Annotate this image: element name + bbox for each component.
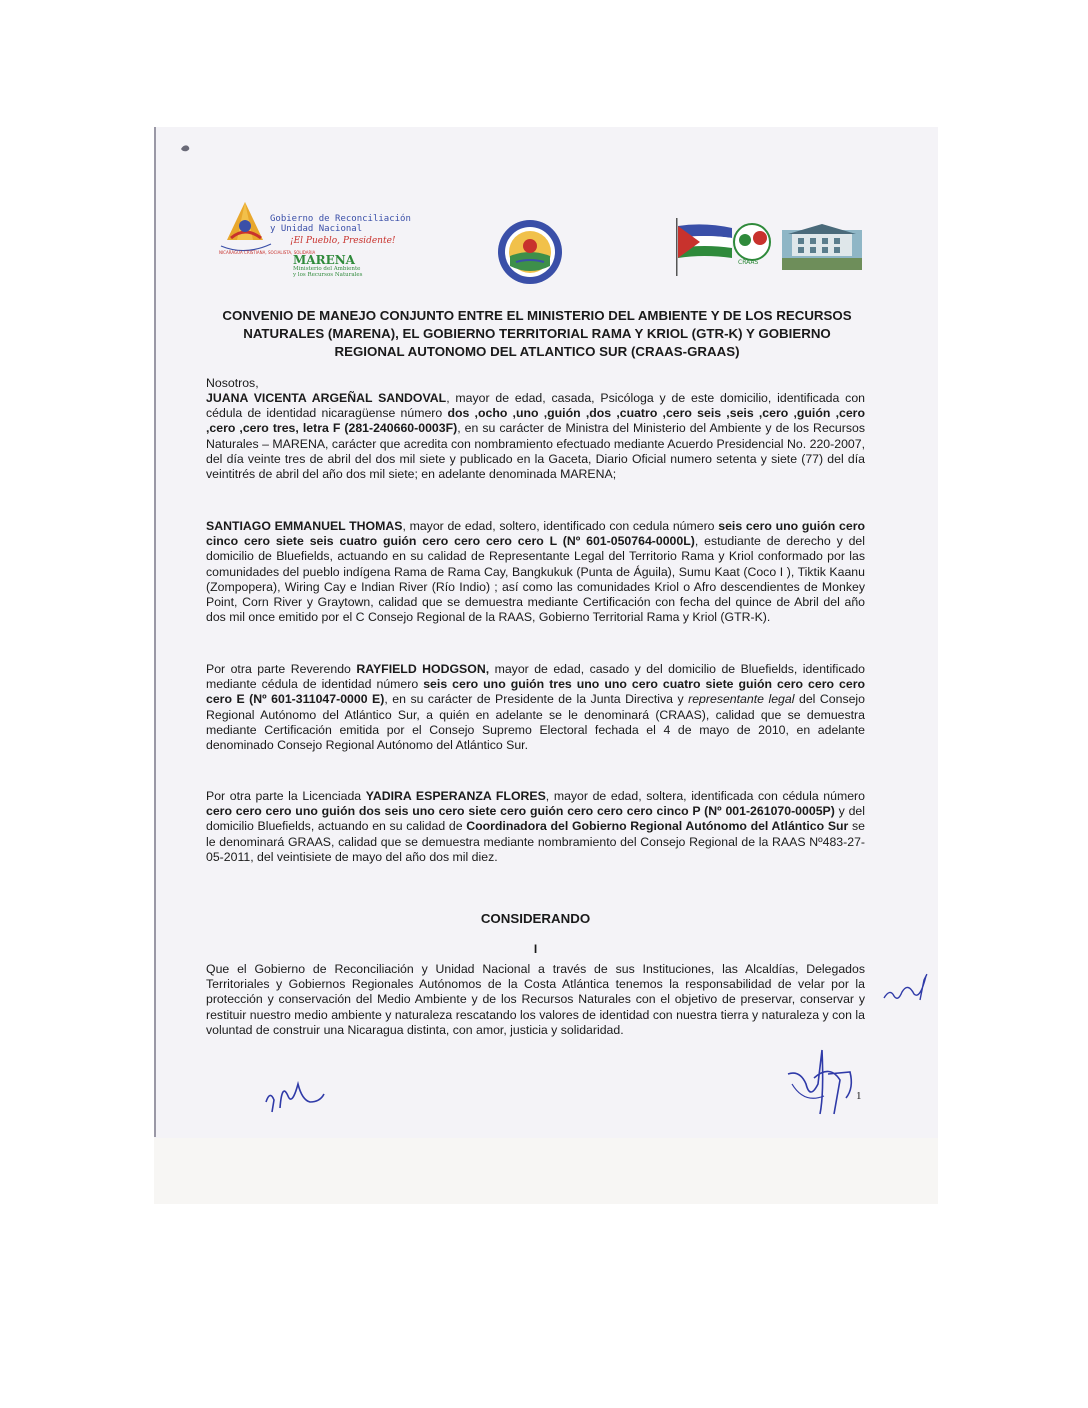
paragraph-gtrk: SANTIAGO EMMANUEL THOMAS, mayor de edad, soltero, identificado con cedula número seis cero uno guión cero cinco cero siete seis cuatro guión cero cero cero cero L (Nº 601-050764-0000L), estudiante de derecho y del domicilio de Bluefields, actuando en su calidad de Representante Legal del Territorio Rama y Kriol conformado por las comunidades del pueblo indígena Rama de Rama Cay, Bangkukuk (Punta de Águila), Sumu Kaat (Coco I ), Tiktik Kaanu (Zompopera), Wiring Cay e Indian River (Río Indio) ; así como las comunidades Kriol o Afro descendientes de Monkey Point, Corn River y Graytown, calidad que se demuestra mediante Certificación con fecha del quince de Abril del año dos mil once emitido por el C Consejo Regional de la RAAS, Gobierno Territorial Rama y Kriol (GTR-K). xyxy=(206,519,866,625)
marena-sub1: Ministerio del Ambiente xyxy=(293,266,361,272)
paragraph-marena: JUANA VICENTA ARGEÑAL SANDOVAL, mayor de edad, casada, Psicóloga y de este domicilio, identificada con cédula de identidad nicaragüense número dos ,ocho ,uno ,guión ,dos ,cuatro ,cero seis ,seis ,cero ,guión ,cero ,cero ,cero tres, letra F (281-240660-0003F), en su carácter de Ministra del Ministerio del Ambiente y de los Recursos Naturales – MARENA, carácter que acredita con nombramiento efectuado mediante Acuerdo Presidencial No. 220-2007, del día veinte tres de abril del dos mil siete y publicado en la Gaceta, Diario Oficial numero setenta y siete (77) del día veintitrés de abril del año dos mil siete; en adelante denominada MARENA; xyxy=(206,391,865,482)
id-number-graas: cero cero cero uno guión dos seis uno cero siete cero guión cero cero cero cinco P (Nº 001-261070-0005P) xyxy=(206,804,835,819)
paragraph-craas: Por otra parte Reverendo RAYFIELD HODGSON, mayor de edad, casado y del domicilio de Bluefields, identificado mediante cédula de identidad número seis cero uno guión tres uno uno cero cuatro siete guión cero cero cero cero E (Nº 601-311047-0000 E), en su carácter de Presidente de la Junta Directiva y representante legal del Consejo Regional Autónomo del Atlántico Sur, a quién en adelante se le denominará (CRAAS), calidad que se demuestra mediante Certificación emitida por el Consejo Supremo Electoral fechada el 4 de mayo de 2010, en adelante denominado Consejo Regional Autónomo del Atlántico Sur. xyxy=(206,662,866,753)
ink-smudge xyxy=(180,143,192,153)
territorial-seal-logo xyxy=(496,218,564,286)
page-number: 1 xyxy=(856,1090,862,1102)
page-edge xyxy=(154,127,156,1137)
gov-logo-text: NICARAGUA CRISTIANA, SOCIALISTA, SOLIDARIA xyxy=(219,250,316,255)
salutation: Nosotros, xyxy=(206,376,259,390)
document-title xyxy=(200,307,874,361)
paragraph-graas: Por otra parte la Licenciada YADIRA ESPERANZA FLORES, mayor de edad, soltera, identificada con cédula número cero cero cero uno guión dos seis uno cero siete cero guión cero cero cero cinco P (Nº 001-261070-0005P) y del domicilio Bluefields, actuando en su calidad de Coordinadora del Gobierno Regional Autónomo del Atlántico Sur se le denominará GRAAS, calidad que se demuestra mediante nombramiento del Consejo Regional de la RAAS Nº483-27-05-2011, del veintisiete de mayo del año dos mil diez. xyxy=(206,789,866,864)
gov-name-line2: y Unidad Nacional xyxy=(270,224,363,234)
gov-slogan: ¡El Pueblo, Presidente! xyxy=(290,236,396,246)
signature-right xyxy=(784,1044,864,1124)
id-number-gtrk: seis cero uno guión cero cinco cero siete seis cuatro guión cero cero cero cero L (Nº 601-050764-0000L) xyxy=(206,519,866,549)
id-number-marena: dos ,ocho ,uno ,guión ,dos ,cuatro ,cero seis ,seis ,cero ,guión ,cero ,cero ,cero tres, letra F (281-240660-0003F) xyxy=(206,406,865,436)
party-name-graas: YADIRA ESPERANZA FLORES xyxy=(365,789,546,803)
page-lower-margin xyxy=(154,1138,938,1204)
gov-name xyxy=(270,214,411,234)
margin-initials xyxy=(880,970,932,1010)
title-line1: CONVENIO DE MANEJO CONJUNTO ENTRE EL MINISTERIO DEL AMBIENTE Y DE LOS RECURSOS xyxy=(222,308,852,323)
party-name-gtrk: SANTIAGO EMMANUEL THOMAS xyxy=(206,519,403,533)
gov-name-line1: Gobierno de Reconciliación xyxy=(270,214,411,224)
paragraph-considerando-1: Que el Gobierno de Reconciliación y Unidad Nacional a través de sus Instituciones, las Alcaldías, Delegados Territoriales y Gobiernos Regionales Autónomos de la Costa Atlántica tenemos la responsabilidad de velar por la protección y conservación del Medio Ambiente y de los Recursos Naturales con el objetivo de preservar, conservar y restituir nuestro medio ambiente y naturaleza rescatando los valores de identidad con nuestra tierra y naturaleza y con la voluntad de construir una Nicaragua distinta, con amor, justicia y solidaridad. xyxy=(206,962,865,1037)
marena-sub2: y los Recursos Naturales xyxy=(293,272,363,278)
marena-subtitle xyxy=(293,266,362,278)
government-logo xyxy=(215,198,316,258)
role-graas: Coordinadora del Gobierno Regional Autónomo del Atlántico Sur xyxy=(466,819,849,834)
title-line2: NATURALES (MARENA), EL GOBIERNO TERRITORIAL RAMA Y KRIOL (GTR-K) Y GOBIERNO xyxy=(243,326,831,341)
regional-flag-and-craas-logo xyxy=(674,216,864,276)
party-name-marena: JUANA VICENTA ARGEÑAL SANDOVAL xyxy=(206,391,447,405)
marena-name: MARENA xyxy=(293,253,355,267)
section-number: I xyxy=(533,942,538,956)
craas-label: CRAAS xyxy=(738,259,759,266)
id-number-craas: seis cero uno guión tres uno uno cero cuatro siete guión cero cero cero cero E (Nº 601-311047-0000 E) xyxy=(206,677,865,707)
signature-left xyxy=(262,1072,328,1118)
title-line3: REGIONAL AUTONOMO DEL ATLANTICO SUR (CRAAS-GRAAS) xyxy=(334,344,740,359)
section-heading-considerando: CONSIDERANDO xyxy=(480,911,591,926)
party-name-craas: RAYFIELD HODGSON, xyxy=(356,662,490,676)
